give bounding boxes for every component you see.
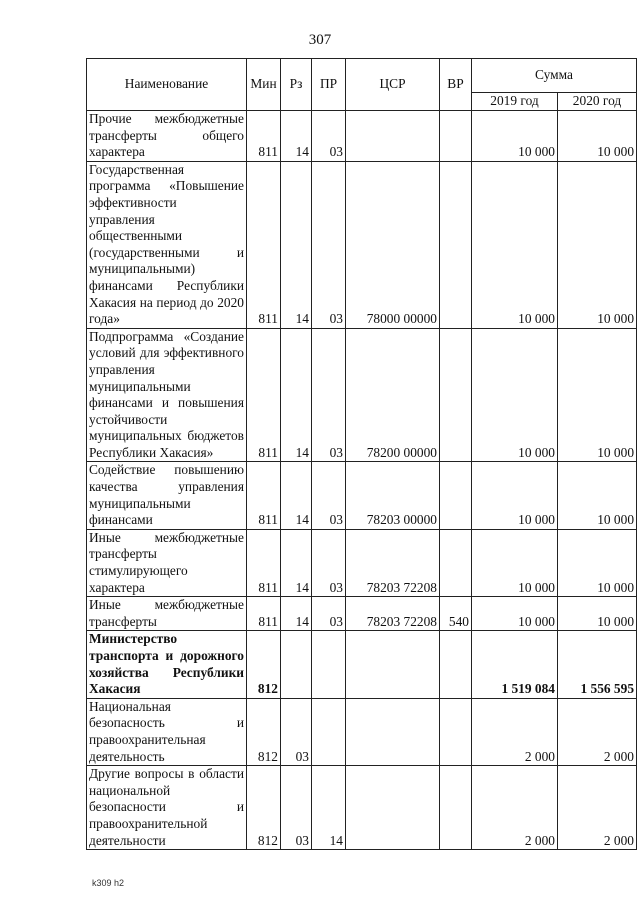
header-csr: ЦСР — [346, 59, 440, 111]
row-csr: 78203 72208 — [346, 529, 440, 596]
row-rz: 14 — [281, 462, 312, 529]
row-vr — [440, 698, 472, 765]
row-rz: 14 — [281, 328, 312, 462]
row-2019: 10 000 — [472, 111, 558, 162]
table-row — [87, 766, 637, 850]
header-sum: Сумма — [472, 59, 637, 93]
table-row — [87, 597, 637, 631]
header-pr: ПР — [312, 59, 346, 111]
row-2020: 10 000 — [558, 111, 637, 162]
row-pr: 03 — [312, 161, 346, 328]
row-min: 812 — [247, 631, 281, 698]
row-pr: 03 — [312, 111, 346, 162]
table-row — [87, 462, 637, 529]
page-number: 307 — [308, 32, 332, 48]
row-csr — [346, 766, 440, 850]
table-row — [87, 698, 637, 765]
header-rz: Рз — [281, 59, 312, 111]
row-2020: 10 000 — [558, 328, 637, 462]
row-min: 811 — [247, 597, 281, 631]
header-vr: ВР — [440, 59, 472, 111]
row-rz: 03 — [281, 698, 312, 765]
row-vr — [440, 766, 472, 850]
row-csr — [346, 111, 440, 162]
table-row — [87, 529, 637, 596]
row-pr: 14 — [312, 766, 346, 850]
row-2020: 10 000 — [558, 161, 637, 328]
row-name: Подпрограмма «Создание условий для эффективного управления муниципальными финансами и повышения устойчивости муниципальных бюджетов Республики Хакасия» — [87, 328, 247, 462]
row-2019: 2 000 — [472, 698, 558, 765]
row-min: 811 — [247, 328, 281, 462]
row-name: Иные межбюджетные трансферты стимулирующего характера — [87, 529, 247, 596]
table-row — [87, 111, 637, 162]
row-name: Другие вопросы в области национальной безопасности и правоохранительной деятельности — [87, 766, 247, 850]
row-vr — [440, 328, 472, 462]
row-rz: 14 — [281, 529, 312, 596]
row-name: Национальная безопасность и правоохранительная деятельность — [87, 698, 247, 765]
row-pr: 03 — [312, 328, 346, 462]
row-pr — [312, 631, 346, 698]
row-csr: 78200 00000 — [346, 328, 440, 462]
header-min: Мин — [247, 59, 281, 111]
row-2019: 10 000 — [472, 328, 558, 462]
row-rz: 14 — [281, 597, 312, 631]
row-vr — [440, 161, 472, 328]
row-csr — [346, 631, 440, 698]
row-pr: 03 — [312, 462, 346, 529]
header-year-2020: 2020 год — [558, 92, 637, 110]
row-2020: 2 000 — [558, 766, 637, 850]
row-pr: 03 — [312, 597, 346, 631]
table-row — [87, 328, 637, 462]
table-row — [87, 631, 637, 698]
row-vr — [440, 529, 472, 596]
footer-code: k309 h2 — [92, 878, 125, 888]
row-rz — [281, 631, 312, 698]
row-csr: 78203 72208 — [346, 597, 440, 631]
row-pr: 03 — [312, 529, 346, 596]
row-2019: 10 000 — [472, 529, 558, 596]
header-year-2019: 2019 год — [472, 92, 558, 110]
row-vr — [440, 111, 472, 162]
budget-table — [86, 58, 637, 850]
row-vr — [440, 631, 472, 698]
row-rz: 14 — [281, 161, 312, 328]
row-csr: 78203 00000 — [346, 462, 440, 529]
row-name: Прочие межбюджетные трансферты общего характера — [87, 111, 247, 162]
row-name: Государственная программа «Повышение эффективности управления общественными (государственными и муниципальными) финансами Республики Хакасия на период до 2020 года» — [87, 161, 247, 328]
row-min: 811 — [247, 161, 281, 328]
row-2019: 10 000 — [472, 462, 558, 529]
row-2020: 1 556 595 — [558, 631, 637, 698]
row-2020: 10 000 — [558, 597, 637, 631]
row-min: 811 — [247, 111, 281, 162]
row-2019: 1 519 084 — [472, 631, 558, 698]
row-2020: 10 000 — [558, 462, 637, 529]
row-2019: 10 000 — [472, 597, 558, 631]
header-name: Наименование — [87, 59, 247, 111]
row-2020: 10 000 — [558, 529, 637, 596]
row-min: 812 — [247, 698, 281, 765]
row-name: Содействие повышению качества управления муниципальными финансами — [87, 462, 247, 529]
row-vr: 540 — [440, 597, 472, 631]
table-row — [87, 161, 637, 328]
row-min: 812 — [247, 766, 281, 850]
row-name: Иные межбюджетные трансферты — [87, 597, 247, 631]
row-name: Министерство транспорта и дорожного хозяйства Республики Хакасия — [87, 631, 247, 698]
row-rz: 03 — [281, 766, 312, 850]
row-vr — [440, 462, 472, 529]
row-csr: 78000 00000 — [346, 161, 440, 328]
row-csr — [346, 698, 440, 765]
row-pr — [312, 698, 346, 765]
row-2020: 2 000 — [558, 698, 637, 765]
row-2019: 10 000 — [472, 161, 558, 328]
row-2019: 2 000 — [472, 766, 558, 850]
row-rz: 14 — [281, 111, 312, 162]
row-min: 811 — [247, 462, 281, 529]
row-min: 811 — [247, 529, 281, 596]
